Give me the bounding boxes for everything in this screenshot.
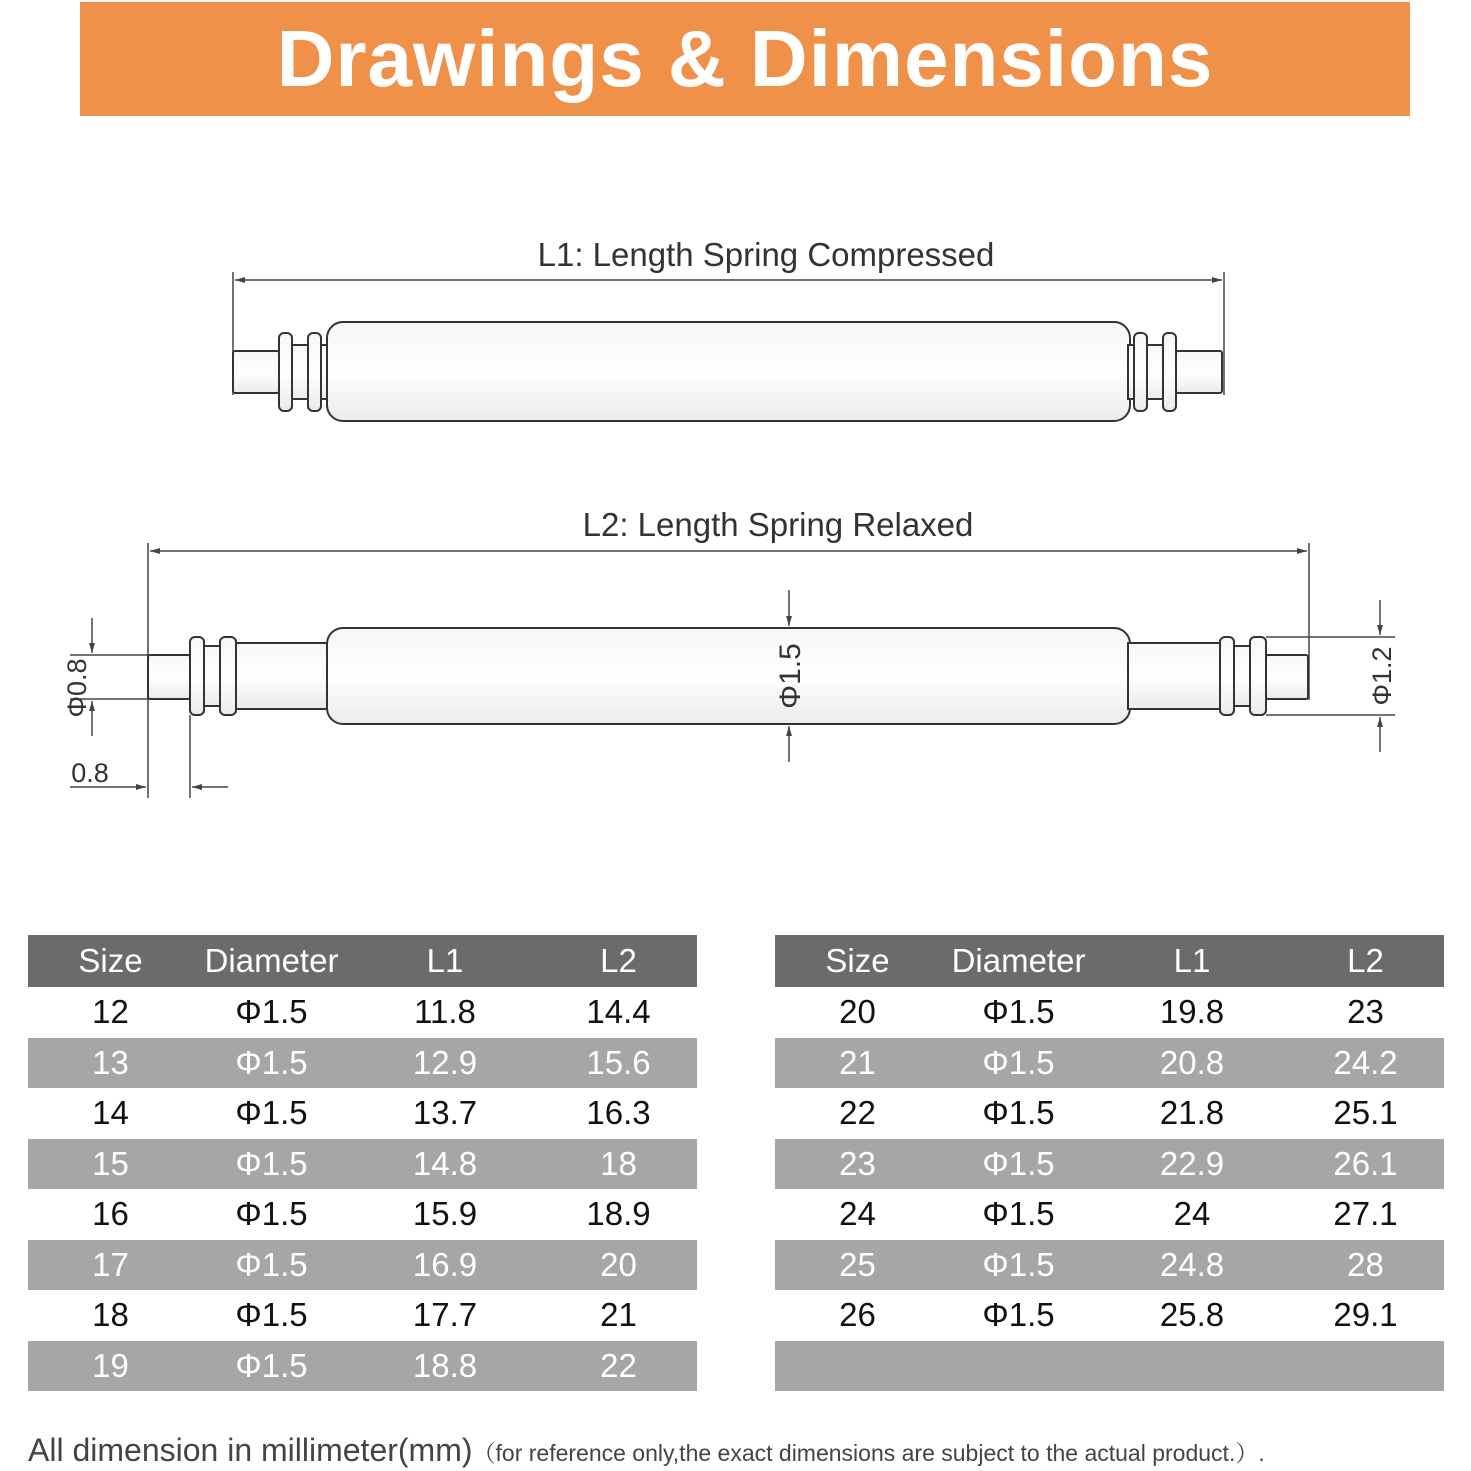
header-l2: L2: [540, 935, 697, 987]
cell-diameter: Φ1.5: [193, 1341, 350, 1392]
cell-l2: 20: [540, 1240, 697, 1291]
cell-diameter: Φ1.5: [940, 1240, 1097, 1291]
table-row: [775, 1189, 1444, 1240]
cell-size: 26: [839, 1296, 876, 1334]
cell-l2: 23: [1347, 993, 1384, 1031]
phi-body-label: Φ1.5: [774, 643, 807, 709]
compressed-spring-bar: [233, 322, 1222, 421]
cell-l2: 18: [540, 1139, 697, 1190]
cell-size: 16: [92, 1195, 129, 1233]
size-table-left: [28, 935, 697, 1391]
cell-diameter: Φ1.5: [982, 1195, 1055, 1233]
cell-l2: 15.6: [540, 1038, 697, 1089]
cell-size: 17: [28, 1240, 193, 1291]
table-row: [775, 1290, 1444, 1341]
cell-diameter: Φ1.5: [193, 1139, 350, 1190]
cell-size: 24: [839, 1195, 876, 1233]
cell-diameter: Φ1.5: [982, 993, 1055, 1031]
cell-l1: 20.8: [1097, 1038, 1287, 1089]
table-row: [28, 1139, 697, 1190]
cell-size: 21: [775, 1038, 940, 1089]
relaxed-spring-bar: [148, 628, 1308, 724]
cell-size: 25: [775, 1240, 940, 1291]
l2-label: L2: Length Spring Relaxed: [582, 506, 974, 543]
table-row: [28, 1038, 697, 1089]
cell-size: 18: [92, 1296, 129, 1334]
header-diameter: Diameter: [193, 935, 350, 987]
cell-diameter: Φ1.5: [235, 993, 308, 1031]
cell-l1: 24.8: [1097, 1240, 1287, 1291]
cell-l1: 22.9: [1097, 1139, 1287, 1190]
cell-l1: 13.7: [412, 1094, 478, 1132]
cell-l2: 27.1: [1333, 1195, 1398, 1233]
size-table-right: [775, 935, 1444, 1391]
cell-l2: 26.1: [1287, 1139, 1444, 1190]
cell-empty: [940, 1341, 1097, 1392]
cell-diameter: Φ1.5: [982, 1296, 1055, 1334]
cell-diameter: Φ1.5: [193, 1038, 350, 1089]
cell-l1: 15.9: [412, 1195, 478, 1233]
units-note: All dimension in millimeter(mm): [28, 1432, 473, 1468]
cell-diameter: Φ1.5: [940, 1139, 1097, 1190]
table-row-empty: [775, 1341, 1444, 1392]
cell-l2: 14.4: [586, 993, 651, 1031]
table-row: [775, 1139, 1444, 1190]
cell-l2: 16.3: [586, 1094, 651, 1132]
cell-l2: 29.1: [1333, 1296, 1398, 1334]
units-footnote: [28, 1432, 1265, 1469]
cell-diameter: Φ1.5: [235, 1195, 308, 1233]
cell-l1: 12.9: [350, 1038, 540, 1089]
page-title: Drawings & Dimensions: [276, 14, 1214, 103]
cell-l1: 24: [1173, 1195, 1211, 1233]
table-header-row: [775, 935, 1444, 987]
cell-size: 15: [28, 1139, 193, 1190]
cell-empty: [1287, 1341, 1444, 1392]
cell-size: 20: [839, 993, 876, 1031]
cell-l1: 17.7: [412, 1296, 478, 1334]
cell-diameter: Φ1.5: [940, 1038, 1097, 1089]
cell-l2: 28: [1287, 1240, 1444, 1291]
cell-l1: 16.9: [350, 1240, 540, 1291]
l1-label: L1: Length Spring Compressed: [537, 236, 995, 273]
cell-diameter: Φ1.5: [235, 1296, 308, 1334]
phi-tip-label: Φ0.8: [62, 658, 92, 718]
cell-l1: 14.8: [350, 1139, 540, 1190]
table-row: [28, 1088, 697, 1139]
cell-diameter: Φ1.5: [193, 1240, 350, 1291]
tip-length-label: 0.8: [71, 758, 109, 788]
cell-l2: 25.1: [1333, 1094, 1398, 1132]
header-size: Size: [28, 935, 193, 987]
reference-note: （for reference only,the exact dimensions are subject to the actual product.）.: [472, 1440, 1265, 1466]
cell-l1: 11.8: [414, 993, 476, 1031]
cell-diameter: Φ1.5: [235, 1094, 308, 1132]
table-row: [775, 987, 1444, 1038]
cell-size: 12: [92, 993, 129, 1031]
header-size: Size: [775, 935, 940, 987]
table-row: [775, 1088, 1444, 1139]
cell-size: 13: [28, 1038, 193, 1089]
table-row: [775, 1038, 1444, 1089]
cell-l2: 21: [600, 1296, 637, 1334]
cell-l1: 21.8: [1159, 1094, 1225, 1132]
table-row: [775, 1240, 1444, 1291]
cell-l1: 18.8: [350, 1341, 540, 1392]
cell-l1: 25.8: [1159, 1296, 1225, 1334]
cell-size: 14: [92, 1094, 129, 1132]
cell-l2: 18.9: [586, 1195, 651, 1233]
table-row: [28, 1341, 697, 1392]
cell-size: 22: [839, 1094, 876, 1132]
cell-size: 23: [775, 1139, 940, 1190]
header-diameter: Diameter: [940, 935, 1097, 987]
cell-empty: [1097, 1341, 1287, 1392]
header-l2: L2: [1287, 935, 1444, 987]
header-l1: L1: [1097, 935, 1287, 987]
table-row: [28, 987, 697, 1038]
table-row: [28, 1240, 697, 1291]
cell-empty: [775, 1341, 940, 1392]
table-row: [28, 1189, 697, 1240]
cell-diameter: Φ1.5: [982, 1094, 1055, 1132]
table-row: [28, 1290, 697, 1341]
cell-l2: 24.2: [1287, 1038, 1444, 1089]
cell-l2: 22: [540, 1341, 697, 1392]
phi-collar-label: Φ1.2: [1367, 646, 1397, 706]
table-header-row: [28, 935, 697, 987]
cell-l1: 19.8: [1159, 993, 1225, 1031]
header-l1: L1: [350, 935, 540, 987]
cell-size: 19: [28, 1341, 193, 1392]
